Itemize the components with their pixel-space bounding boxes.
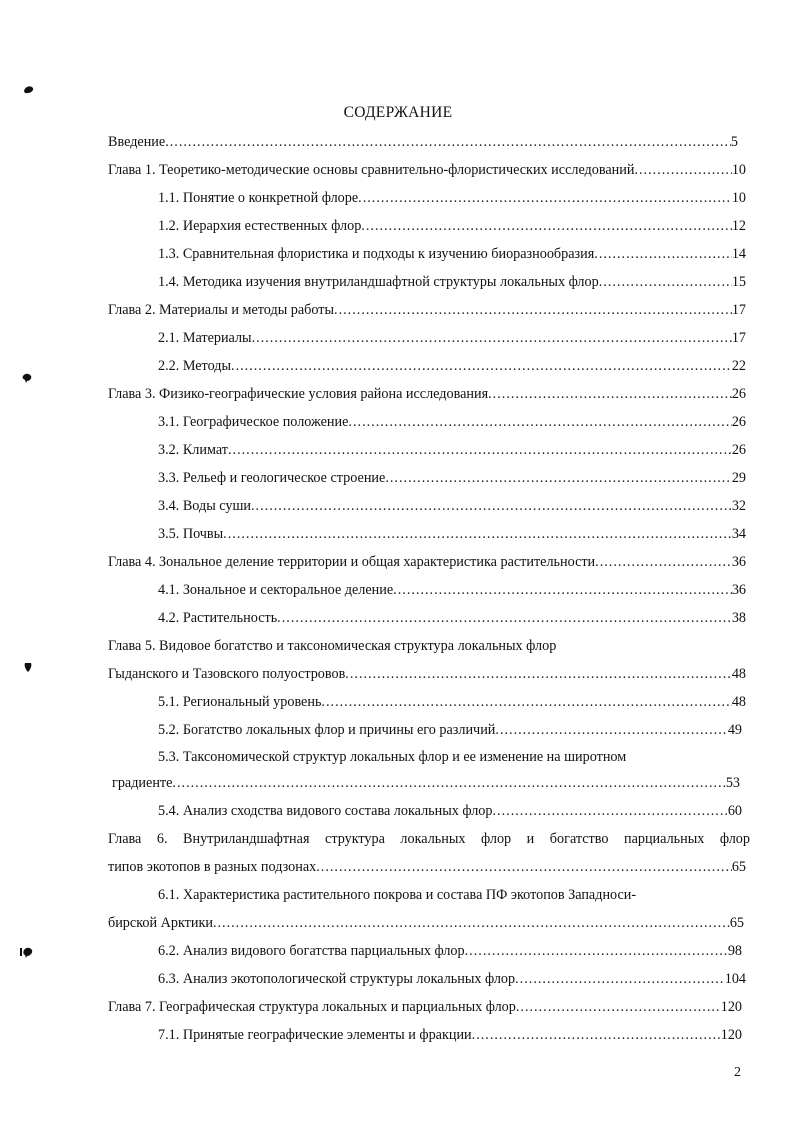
dot-leader — [516, 996, 721, 1018]
toc-entry-6-1-line-1[interactable]: 6.1. Характеристика растительного покрова и состава ПФ экотопов Западноси- — [158, 887, 637, 903]
toc-entry-chapter-6-line-2[interactable]: типов экотопов в разных подзонах ..... 65 — [108, 856, 746, 878]
toc-entry-1-2[interactable]: 1.2. Иерархия естественных флор ..... 12 — [158, 215, 746, 237]
toc-entry-6-2[interactable]: 6.2. Анализ видового богатства парциальных флор ..... 98 — [158, 940, 742, 962]
scan-mark-3 — [21, 660, 35, 674]
toc-entry-chapter-1[interactable]: Глава 1. Теоретико-методические основы сравнительно-флористических исследований ..... 10 — [108, 159, 746, 181]
dot-leader — [634, 159, 731, 181]
dot-leader — [495, 719, 727, 741]
toc-entry-3-2[interactable]: 3.2. Климат ..... 26 — [158, 439, 746, 461]
dot-leader — [385, 467, 731, 489]
dot-leader — [599, 271, 732, 293]
dot-leader — [465, 940, 728, 962]
page-number: 2 — [734, 1065, 741, 1080]
toc-entry-3-3[interactable]: 3.3. Рельеф и геологическое строение ..... 29 — [158, 467, 746, 489]
toc-entry-introduction[interactable]: Введение ..... 5 — [108, 131, 738, 153]
dot-leader — [228, 439, 732, 461]
dot-leader — [334, 299, 732, 321]
toc-entry-6-1-line-2[interactable]: бирской Арктики ..... 65 — [108, 912, 744, 934]
toc-entry-3-1[interactable]: 3.1. Географическое положение ..... 26 — [158, 411, 746, 433]
scan-mark-1 — [22, 84, 36, 96]
dot-leader — [358, 187, 732, 209]
dot-leader — [251, 495, 732, 517]
toc-entry-1-3[interactable]: 1.3. Сравнительная флористика и подходы к изучению биоразнообразия ..... 14 — [158, 243, 746, 265]
dot-leader — [493, 800, 728, 822]
toc-entry-chapter-3[interactable]: Глава 3. Физико-географические условия района исследования ..... 26 — [108, 383, 746, 405]
toc-entry-5-3-line-2[interactable]: градиенте ..... 53 — [112, 772, 740, 794]
toc-entry-chapter-6-line-1[interactable]: Глава 6. Внутриландшафтная структура локальных флор и богатство парциальных флор — [108, 831, 750, 847]
toc-entry-2-1[interactable]: 2.1. Материалы ..... 17 — [158, 327, 746, 349]
dot-leader — [165, 131, 731, 153]
dot-leader — [231, 355, 732, 377]
dot-leader — [515, 968, 725, 990]
toc-entry-5-1[interactable]: 5.1. Региональный уровень ..... 48 — [158, 691, 746, 713]
dot-leader — [393, 579, 732, 601]
toc-entry-4-1[interactable]: 4.1. Зональное и секторальное деление ..... 36 — [158, 579, 746, 601]
dot-leader — [252, 327, 732, 349]
dot-leader — [213, 912, 730, 934]
dot-leader — [348, 411, 731, 433]
toc-entry-5-3-line-1[interactable]: 5.3. Таксономической структур локальных флор и ее изменение на широтном — [158, 749, 627, 765]
toc-entry-6-3[interactable]: 6.3. Анализ экотопологической структуры локальных флор ..... 104 — [158, 968, 746, 990]
dot-leader — [361, 215, 732, 237]
toc-entry-3-4[interactable]: 3.4. Воды суши ..... 32 — [158, 495, 746, 517]
toc-entry-3-5[interactable]: 3.5. Почвы ..... 34 — [158, 523, 746, 545]
dot-leader — [277, 607, 732, 629]
dot-leader — [321, 691, 731, 713]
dot-leader — [595, 551, 732, 573]
toc-entry-chapter-5-line-1[interactable]: Глава 5. Видовое богатство и таксономическая структура локальных флор — [108, 638, 557, 654]
dot-leader — [488, 383, 732, 405]
page-title: СОДЕРЖАНИЕ — [343, 104, 453, 121]
dot-leader — [172, 772, 725, 794]
toc-entry-1-1[interactable]: 1.1. Понятие о конкретной флоре ..... 10 — [158, 187, 746, 209]
scan-mark-2 — [20, 370, 34, 384]
toc-entry-chapter-7[interactable]: Глава 7. Географическая структура локальных и парциальных флор ..... 120 — [108, 996, 742, 1018]
dot-leader — [316, 856, 732, 878]
dot-leader — [472, 1024, 721, 1046]
toc-entry-2-2[interactable]: 2.2. Методы ..... 22 — [158, 355, 746, 377]
toc-entry-5-4[interactable]: 5.4. Анализ сходства видового состава локальных флор ..... 60 — [158, 800, 742, 822]
toc-entry-4-2[interactable]: 4.2. Растительность ..... 38 — [158, 607, 746, 629]
dot-leader — [345, 663, 732, 685]
dot-leader — [223, 523, 732, 545]
scan-mark-4 — [18, 944, 36, 960]
toc-entry-chapter-2[interactable]: Глава 2. Материалы и методы работы ..... 17 — [108, 299, 746, 321]
toc-entry-7-1[interactable]: 7.1. Принятые географические элементы и фракции ..... 120 — [158, 1024, 742, 1046]
toc-entry-chapter-4[interactable]: Глава 4. Зональное деление территории и общая характеристика растительности ..... 36 — [108, 551, 746, 573]
toc-entry-1-4[interactable]: 1.4. Методика изучения внутриландшафтной структуры локальных флор ..... 15 — [158, 271, 746, 293]
toc-entry-5-2[interactable]: 5.2. Богатство локальных флор и причины его различий ..... 49 — [158, 719, 742, 741]
dot-leader — [594, 243, 732, 265]
toc-entry-chapter-5-line-2[interactable]: Гыданского и Тазовского полуостровов ..... 48 — [108, 663, 746, 685]
